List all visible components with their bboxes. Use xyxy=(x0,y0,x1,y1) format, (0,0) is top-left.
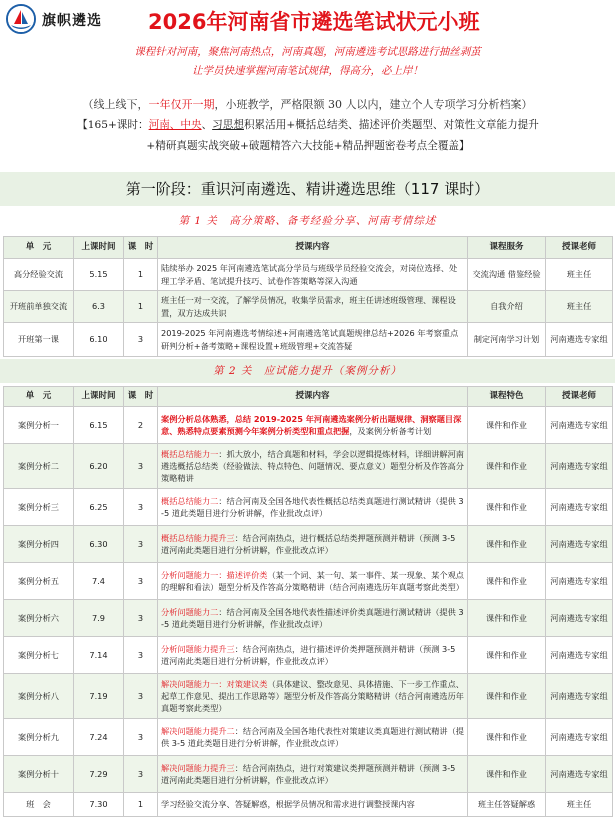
table-row xyxy=(4,563,613,600)
date-cell: 6.10 xyxy=(74,323,124,357)
content-text: ：结合河南热点，进行概括总结类押题预测并精讲（预测 3-5 道河南此类题目进行分析讲解，作业批改点评） xyxy=(161,532,456,555)
teacher-cell: 河南遴选专家组 xyxy=(546,719,613,756)
date-cell: 7.14 xyxy=(74,637,124,674)
unit-cell: 案例分析十 xyxy=(4,756,74,793)
table-row xyxy=(4,444,613,489)
content-text: ：结合河南及全国各地代表性概括总结类真题进行测试精讲（提供 3-5 道此类题目进行分析讲解，作业批改点评） xyxy=(161,495,464,518)
content-highlight: 分析问题能力提升三 xyxy=(161,643,235,654)
unit-cell: 案例分析一 xyxy=(4,407,74,444)
service-cell: 课件和作业 xyxy=(468,489,546,526)
content-cell xyxy=(158,444,468,489)
teacher-cell: 班主任 xyxy=(546,259,613,291)
service-cell: 课件和作业 xyxy=(468,637,546,674)
intro-text: （线上线下， xyxy=(82,98,149,111)
content-text: ：结合河南热点，进行对策建议类押题预测并精讲（预测 3-5 道河南此类题目进行分析讲解，作业批改点评） xyxy=(161,762,456,785)
content-highlight: 概括总结能力提升三 xyxy=(161,532,235,543)
date-cell: 5.15 xyxy=(74,259,124,291)
hours-cell: 1 xyxy=(124,259,158,291)
unit-cell: 案例分析二 xyxy=(4,444,74,489)
hours-cell: 3 xyxy=(124,526,158,563)
content-text: ，及案例分析备考计划 xyxy=(349,426,432,436)
schedule-table-1 xyxy=(3,236,613,357)
content-text: 学习经验交流分享、答疑解惑，根据学员情况和需求进行调整授课内容 xyxy=(161,799,415,810)
content-cell xyxy=(158,719,468,756)
unit-cell: 班 会 xyxy=(4,793,74,817)
hours-cell: 1 xyxy=(124,793,158,817)
teacher-cell: 河南遴选专家组 xyxy=(546,323,613,357)
column-header: 授课内容 xyxy=(158,387,468,407)
logo xyxy=(6,4,36,34)
teacher-cell: 班主任 xyxy=(546,291,613,323)
column-header: 单 元 xyxy=(4,387,74,407)
date-cell: 7.4 xyxy=(74,563,124,600)
service-cell: 交流沟通 借鉴经验 xyxy=(468,259,546,291)
hours-cell: 3 xyxy=(124,600,158,637)
hours-cell: 3 xyxy=(124,756,158,793)
service-cell: 课件和作业 xyxy=(468,674,546,719)
table-row xyxy=(4,600,613,637)
date-cell: 7.24 xyxy=(74,719,124,756)
column-header: 课 时 xyxy=(124,237,158,259)
content-highlight: 解决问题能力一：对策建议类 xyxy=(161,678,268,689)
column-header: 授课老师 xyxy=(546,237,613,259)
teacher-cell: 河南遴选专家组 xyxy=(546,600,613,637)
content-text: ：抓大放小，结合真题和材料，学会以逻辑提炼材料，详细讲解河南遴选概括总结类（经验做法、特点特色、问题情况、要点意义）题型分析及作答高分策略精讲 xyxy=(161,448,464,484)
column-header: 授课内容 xyxy=(158,237,468,259)
service-cell: 课件和作业 xyxy=(468,526,546,563)
table-row xyxy=(4,489,613,526)
content-cell xyxy=(158,489,468,526)
content-cell xyxy=(158,756,468,793)
table-row xyxy=(4,719,613,756)
teacher-cell: 河南遴选专家组 xyxy=(546,444,613,489)
content-highlight: 概括总结能力一 xyxy=(161,448,219,459)
unit-cell: 案例分析八 xyxy=(4,674,74,719)
service-cell: 课件和作业 xyxy=(468,444,546,489)
page-title: 2026年河南省市遴选笔试状元小班 xyxy=(148,10,480,34)
section-heading-2: 第 2 关 应试能力提升（案例分析） xyxy=(0,359,615,383)
content-cell: 班主任一对一交流，了解学员情况，收集学员需求，班主任讲述班级管理、课程设置，双方达成共识 xyxy=(158,291,468,323)
intro-highlight: 河南、中央 xyxy=(148,119,202,131)
stage-heading: 第一阶段：重识河南遴选、精讲遴选思维（117 课时） xyxy=(0,172,615,206)
content-cell xyxy=(158,637,468,674)
content-text: （某一个词、某一句、某一事件、某一现象、某个观点的理解和看法）题型分析及作答高分策略精讲（结合河南遴选历年真题考察此类型） xyxy=(161,569,464,592)
table-row xyxy=(4,674,613,719)
intro-course-summary xyxy=(8,115,608,157)
column-header: 单 元 xyxy=(4,237,74,259)
column-header: 课程服务 xyxy=(468,237,546,259)
content-text: ：结合河南及全国各地代表性对策建议类真题进行测试精讲（提供 3-5 道此类题目进行分析讲解，作业批改点评） xyxy=(161,725,464,748)
content-highlight: 解决问题能力提升二 xyxy=(161,725,235,736)
column-header: 授课老师 xyxy=(546,387,613,407)
unit-cell: 开班第一课 xyxy=(4,323,74,357)
unit-cell: 案例分析七 xyxy=(4,637,74,674)
slogan-line-1: 课程针对河南，聚焦河南热点，河南真题，河南遴选考试思路进行抽丝剥茧 xyxy=(134,46,481,58)
service-cell: 课件和作业 xyxy=(468,563,546,600)
section-heading-1: 第 1 关 高分策略、备考经验分享、河南考情综述 xyxy=(0,208,615,234)
unit-cell: 案例分析五 xyxy=(4,563,74,600)
content-highlight: 分析问题能力一：描述评价类 xyxy=(161,569,268,580)
hours-cell: 3 xyxy=(124,637,158,674)
date-cell: 7.9 xyxy=(74,600,124,637)
hours-cell: 3 xyxy=(124,674,158,719)
table-row xyxy=(4,323,613,357)
service-cell: 自我介绍 xyxy=(468,291,546,323)
content-highlight: 概括总结能力二 xyxy=(161,495,219,506)
unit-cell: 开班前单独交流 xyxy=(4,291,74,323)
content-cell xyxy=(158,407,468,444)
content-cell: 2019-2025 年河南遴选考情综述+河南遴选笔试真题规律总结+2026 年考察重点研判分析+备考策略+课程设置+班级管理+交流答疑 xyxy=(158,323,468,357)
intro-text: ，小班教学，严格限额 30 人以内，建立个人专项学习分析档案） xyxy=(214,98,533,111)
column-header: 上课时间 xyxy=(74,387,124,407)
brand-name: 旗帜遴选 xyxy=(42,13,102,29)
date-cell: 6.30 xyxy=(74,526,124,563)
table-row xyxy=(4,407,613,444)
schedule-table-2 xyxy=(3,386,613,817)
table-row xyxy=(4,259,613,291)
service-cell: 课件和作业 xyxy=(468,407,546,444)
teacher-cell: 河南遴选专家组 xyxy=(546,756,613,793)
teacher-cell: 河南遴选专家组 xyxy=(546,489,613,526)
date-cell: 6.15 xyxy=(74,407,124,444)
unit-cell: 案例分析三 xyxy=(4,489,74,526)
sailboat-logo-icon xyxy=(8,6,34,32)
hours-cell: 3 xyxy=(124,563,158,600)
intro-text: 积累活用+概括总结类、描述评价类题型、对策性文章能力提升 xyxy=(243,119,539,131)
service-cell: 制定河南学习计划 xyxy=(468,323,546,357)
service-cell: 班主任答疑解惑 xyxy=(468,793,546,817)
date-cell: 7.19 xyxy=(74,674,124,719)
service-cell: 课件和作业 xyxy=(468,756,546,793)
hours-cell: 1 xyxy=(124,291,158,323)
table-row xyxy=(4,793,613,817)
hours-cell: 2 xyxy=(124,407,158,444)
column-header: 课 时 xyxy=(124,387,158,407)
column-header: 上课时间 xyxy=(74,237,124,259)
content-text: ：结合河南及全国各地代表性描述评价类真题进行测试精讲（提供 3-5 道此类题目进行分析讲解，作业批改点评） xyxy=(161,606,464,629)
content-text: ：结合河南热点，进行描述评价类押题预测并精讲（预测 3-5 道河南此类题目进行分析讲解，作业批改点评） xyxy=(161,643,456,666)
teacher-cell: 河南遴选专家组 xyxy=(546,563,613,600)
intro-text: +精研真题实战突破+破题精答六大技能+精品押题密卷考点全覆盖】 xyxy=(146,140,470,152)
unit-cell: 案例分析六 xyxy=(4,600,74,637)
table-row xyxy=(4,637,613,674)
teacher-cell: 河南遴选专家组 xyxy=(546,674,613,719)
teacher-cell: 河南遴选专家组 xyxy=(546,407,613,444)
content-cell xyxy=(158,563,468,600)
date-cell: 7.30 xyxy=(74,793,124,817)
intro-text: 、 xyxy=(201,119,213,131)
content-highlight: 分析问题能力二 xyxy=(161,606,219,617)
header xyxy=(0,0,615,38)
content-cell xyxy=(158,674,468,719)
slogan-line-2: 让学员快速掌握河南笔试规律，得高分，必上岸！ xyxy=(192,65,423,77)
content-cell xyxy=(158,526,468,563)
date-cell: 6.25 xyxy=(74,489,124,526)
intro-underlined: 习思想 xyxy=(212,119,244,131)
intro-text: 【165+课时： xyxy=(77,119,149,131)
date-cell: 7.29 xyxy=(74,756,124,793)
content-cell xyxy=(158,600,468,637)
hours-cell: 3 xyxy=(124,719,158,756)
teacher-cell: 班主任 xyxy=(546,793,613,817)
table-header-row xyxy=(4,387,613,407)
unit-cell: 案例分析九 xyxy=(4,719,74,756)
content-text: （具体建议、整改意见、具体措施、下一步工作重点、起草工作意见、提出工作思路等）题型分析及作答高分策略精讲（结合河南遴选历年真题考察此类型） xyxy=(161,678,464,714)
date-cell: 6.3 xyxy=(74,291,124,323)
table-header-row xyxy=(4,237,613,259)
teacher-cell: 河南遴选专家组 xyxy=(546,637,613,674)
intro-line-1 xyxy=(0,96,615,112)
teacher-cell: 河南遴选专家组 xyxy=(546,526,613,563)
content-cell xyxy=(158,793,468,817)
service-cell: 课件和作业 xyxy=(468,600,546,637)
hours-cell: 3 xyxy=(124,323,158,357)
hours-cell: 3 xyxy=(124,489,158,526)
unit-cell: 案例分析四 xyxy=(4,526,74,563)
intro-highlight: 一年仅开一期 xyxy=(148,98,215,111)
column-header: 课程特色 xyxy=(468,387,546,407)
service-cell: 课件和作业 xyxy=(468,719,546,756)
date-cell: 6.20 xyxy=(74,444,124,489)
unit-cell: 高分经验交流 xyxy=(4,259,74,291)
content-cell: 陆续举办 2025 年河南遴选笔试高分学员与班级学员经验交流会，对岗位选择、处理工学矛盾、笔试提升技巧、试卷作答策略等深入沟通 xyxy=(158,259,468,291)
content-highlight: 案例分析总体熟悉，总结 2019-2025 年河南遴选案例分析出题规律、洞察题目深意、熟悉特点要素预测今年案例分析类型和重点把握 xyxy=(161,413,462,436)
table-row xyxy=(4,291,613,323)
hours-cell: 3 xyxy=(124,444,158,489)
table-row xyxy=(4,526,613,563)
content-highlight: 解决问题能力提升三 xyxy=(161,762,235,773)
table-row xyxy=(4,756,613,793)
